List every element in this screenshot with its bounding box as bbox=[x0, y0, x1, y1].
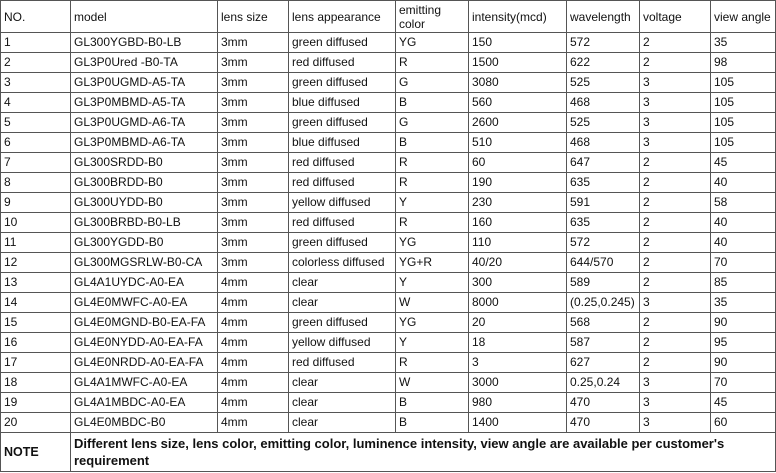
cell-lens-size: 3mm bbox=[218, 233, 289, 253]
cell-intensity: 160 bbox=[469, 213, 567, 233]
cell-lens-size: 3mm bbox=[218, 133, 289, 153]
cell-intensity: 980 bbox=[469, 393, 567, 413]
cell-wavelength: 470 bbox=[567, 393, 640, 413]
cell-lens-appearance: clear bbox=[289, 413, 396, 433]
cell-intensity: 2600 bbox=[469, 113, 567, 133]
cell-model: GL4E0MGND-B0-EA-FA bbox=[71, 313, 218, 333]
cell-intensity: 300 bbox=[469, 273, 567, 293]
cell-lens-appearance: clear bbox=[289, 393, 396, 413]
cell-lens-appearance: green diffused bbox=[289, 113, 396, 133]
cell-emitting-color: B bbox=[396, 413, 469, 433]
cell-emitting-color: Y bbox=[396, 333, 469, 353]
cell-voltage: 3 bbox=[640, 73, 711, 93]
cell-intensity: 20 bbox=[469, 313, 567, 333]
cell-no: 4 bbox=[1, 93, 71, 113]
cell-lens-appearance: yellow diffused bbox=[289, 193, 396, 213]
cell-intensity: 8000 bbox=[469, 293, 567, 313]
cell-intensity: 60 bbox=[469, 153, 567, 173]
cell-lens-appearance: green diffused bbox=[289, 73, 396, 93]
cell-intensity: 510 bbox=[469, 133, 567, 153]
cell-wavelength: 635 bbox=[567, 213, 640, 233]
cell-emitting-color: R bbox=[396, 173, 469, 193]
table-row bbox=[1, 413, 776, 433]
cell-model: GL3P0MBMD-A6-TA bbox=[71, 133, 218, 153]
table-row bbox=[1, 53, 776, 73]
cell-view-angle: 45 bbox=[711, 393, 776, 413]
cell-wavelength: 525 bbox=[567, 113, 640, 133]
note-label: NOTE bbox=[1, 433, 71, 472]
cell-emitting-color: Y bbox=[396, 193, 469, 213]
cell-voltage: 2 bbox=[640, 173, 711, 193]
cell-lens-size: 3mm bbox=[218, 153, 289, 173]
cell-emitting-color: B bbox=[396, 93, 469, 113]
cell-lens-size: 3mm bbox=[218, 213, 289, 233]
cell-wavelength: 647 bbox=[567, 153, 640, 173]
cell-no: 10 bbox=[1, 213, 71, 233]
cell-lens-appearance: blue diffused bbox=[289, 133, 396, 153]
cell-wavelength: 468 bbox=[567, 93, 640, 113]
cell-lens-size: 4mm bbox=[218, 273, 289, 293]
header-emitting-color: emitting color bbox=[396, 1, 469, 33]
cell-view-angle: 45 bbox=[711, 153, 776, 173]
cell-emitting-color: R bbox=[396, 213, 469, 233]
cell-intensity: 560 bbox=[469, 93, 567, 113]
cell-lens-appearance: clear bbox=[289, 293, 396, 313]
cell-emitting-color: YG bbox=[396, 313, 469, 333]
cell-view-angle: 98 bbox=[711, 53, 776, 73]
note-text: Different lens size, lens color, emitting color, luminence intensity, view angle are available per customer's requirement bbox=[71, 433, 776, 472]
cell-voltage: 3 bbox=[640, 113, 711, 133]
cell-intensity: 110 bbox=[469, 233, 567, 253]
table-row bbox=[1, 93, 776, 113]
cell-voltage: 2 bbox=[640, 153, 711, 173]
cell-no: 13 bbox=[1, 273, 71, 293]
cell-view-angle: 95 bbox=[711, 333, 776, 353]
cell-voltage: 2 bbox=[640, 233, 711, 253]
cell-no: 5 bbox=[1, 113, 71, 133]
table-row bbox=[1, 393, 776, 413]
cell-emitting-color: W bbox=[396, 373, 469, 393]
cell-lens-size: 3mm bbox=[218, 193, 289, 213]
cell-no: 17 bbox=[1, 353, 71, 373]
cell-intensity: 3000 bbox=[469, 373, 567, 393]
cell-lens-size: 4mm bbox=[218, 373, 289, 393]
cell-model: GL3P0UGMD-A6-TA bbox=[71, 113, 218, 133]
cell-lens-size: 4mm bbox=[218, 333, 289, 353]
cell-view-angle: 85 bbox=[711, 273, 776, 293]
cell-lens-appearance: green diffused bbox=[289, 33, 396, 53]
cell-emitting-color: B bbox=[396, 133, 469, 153]
cell-lens-size: 3mm bbox=[218, 253, 289, 273]
cell-intensity: 3 bbox=[469, 353, 567, 373]
cell-intensity: 150 bbox=[469, 33, 567, 53]
cell-emitting-color: B bbox=[396, 393, 469, 413]
header-row bbox=[1, 1, 776, 33]
cell-view-angle: 90 bbox=[711, 353, 776, 373]
cell-wavelength: 635 bbox=[567, 173, 640, 193]
cell-model: GL300YGDD-B0 bbox=[71, 233, 218, 253]
table-row bbox=[1, 273, 776, 293]
cell-wavelength: 0.25,0.24 bbox=[567, 373, 640, 393]
cell-wavelength: 627 bbox=[567, 353, 640, 373]
table-row bbox=[1, 133, 776, 153]
cell-intensity: 18 bbox=[469, 333, 567, 353]
cell-voltage: 3 bbox=[640, 133, 711, 153]
cell-emitting-color: YG+R bbox=[396, 253, 469, 273]
header-view-angle: view angle bbox=[711, 1, 776, 33]
cell-voltage: 2 bbox=[640, 193, 711, 213]
table-row bbox=[1, 333, 776, 353]
cell-wavelength: 572 bbox=[567, 33, 640, 53]
cell-voltage: 2 bbox=[640, 273, 711, 293]
cell-voltage: 2 bbox=[640, 333, 711, 353]
table-row bbox=[1, 73, 776, 93]
cell-model: GL3P0Ured -B0-TA bbox=[71, 53, 218, 73]
header-voltage: voltage bbox=[640, 1, 711, 33]
cell-emitting-color: Y bbox=[396, 273, 469, 293]
cell-voltage: 3 bbox=[640, 293, 711, 313]
cell-view-angle: 105 bbox=[711, 93, 776, 113]
cell-emitting-color: YG bbox=[396, 233, 469, 253]
cell-lens-size: 4mm bbox=[218, 293, 289, 313]
cell-model: GL4A1MWFC-A0-EA bbox=[71, 373, 218, 393]
cell-no: 14 bbox=[1, 293, 71, 313]
cell-voltage: 2 bbox=[640, 53, 711, 73]
cell-emitting-color: G bbox=[396, 73, 469, 93]
cell-view-angle: 35 bbox=[711, 33, 776, 53]
cell-lens-size: 3mm bbox=[218, 53, 289, 73]
cell-no: 16 bbox=[1, 333, 71, 353]
cell-no: 8 bbox=[1, 173, 71, 193]
cell-lens-appearance: blue diffused bbox=[289, 93, 396, 113]
cell-wavelength: 470 bbox=[567, 413, 640, 433]
cell-wavelength: 644/570 bbox=[567, 253, 640, 273]
cell-no: 20 bbox=[1, 413, 71, 433]
cell-model: GL300YGBD-B0-LB bbox=[71, 33, 218, 53]
cell-no: 12 bbox=[1, 253, 71, 273]
cell-view-angle: 60 bbox=[711, 413, 776, 433]
cell-model: GL3P0MBMD-A5-TA bbox=[71, 93, 218, 113]
cell-emitting-color: R bbox=[396, 353, 469, 373]
cell-emitting-color: R bbox=[396, 153, 469, 173]
cell-lens-appearance: clear bbox=[289, 373, 396, 393]
cell-lens-appearance: yellow diffused bbox=[289, 333, 396, 353]
cell-model: GL4E0MWFC-A0-EA bbox=[71, 293, 218, 313]
table-row bbox=[1, 233, 776, 253]
cell-model: GL4A1MBDC-A0-EA bbox=[71, 393, 218, 413]
cell-voltage: 2 bbox=[640, 353, 711, 373]
cell-view-angle: 40 bbox=[711, 213, 776, 233]
table-row bbox=[1, 113, 776, 133]
header-lens-size: lens size bbox=[218, 1, 289, 33]
cell-model: GL3P0UGMD-A5-TA bbox=[71, 73, 218, 93]
cell-lens-appearance: red diffused bbox=[289, 173, 396, 193]
cell-model: GL4E0MBDC-B0 bbox=[71, 413, 218, 433]
cell-view-angle: 105 bbox=[711, 133, 776, 153]
cell-intensity: 190 bbox=[469, 173, 567, 193]
cell-voltage: 3 bbox=[640, 373, 711, 393]
table-row bbox=[1, 33, 776, 53]
cell-wavelength: 572 bbox=[567, 233, 640, 253]
cell-wavelength: 591 bbox=[567, 193, 640, 213]
cell-no: 18 bbox=[1, 373, 71, 393]
table-row bbox=[1, 173, 776, 193]
cell-no: 1 bbox=[1, 33, 71, 53]
cell-no: 7 bbox=[1, 153, 71, 173]
cell-emitting-color: YG bbox=[396, 33, 469, 53]
cell-lens-appearance: red diffused bbox=[289, 353, 396, 373]
cell-no: 9 bbox=[1, 193, 71, 213]
cell-lens-size: 3mm bbox=[218, 73, 289, 93]
table-row bbox=[1, 153, 776, 173]
cell-wavelength: 587 bbox=[567, 333, 640, 353]
cell-view-angle: 40 bbox=[711, 233, 776, 253]
cell-view-angle: 40 bbox=[711, 173, 776, 193]
table-row bbox=[1, 213, 776, 233]
cell-voltage: 2 bbox=[640, 33, 711, 53]
table-row bbox=[1, 373, 776, 393]
cell-wavelength: 568 bbox=[567, 313, 640, 333]
cell-no: 6 bbox=[1, 133, 71, 153]
cell-lens-size: 4mm bbox=[218, 353, 289, 373]
cell-intensity: 40/20 bbox=[469, 253, 567, 273]
cell-view-angle: 90 bbox=[711, 313, 776, 333]
cell-no: 2 bbox=[1, 53, 71, 73]
cell-model: GL300BRBD-B0-LB bbox=[71, 213, 218, 233]
cell-voltage: 3 bbox=[640, 413, 711, 433]
cell-intensity: 1400 bbox=[469, 413, 567, 433]
cell-view-angle: 105 bbox=[711, 113, 776, 133]
cell-no: 3 bbox=[1, 73, 71, 93]
table-row bbox=[1, 293, 776, 313]
cell-emitting-color: G bbox=[396, 113, 469, 133]
cell-lens-size: 4mm bbox=[218, 313, 289, 333]
cell-model: GL300MGSRLW-B0-CA bbox=[71, 253, 218, 273]
header-no: NO. bbox=[1, 1, 71, 33]
cell-lens-appearance: red diffused bbox=[289, 213, 396, 233]
cell-voltage: 3 bbox=[640, 93, 711, 113]
cell-wavelength: 622 bbox=[567, 53, 640, 73]
cell-no: 11 bbox=[1, 233, 71, 253]
cell-lens-appearance: colorless diffused bbox=[289, 253, 396, 273]
cell-lens-size: 4mm bbox=[218, 413, 289, 433]
cell-lens-size: 3mm bbox=[218, 173, 289, 193]
header-lens-appearance: lens appearance bbox=[289, 1, 396, 33]
cell-wavelength: 468 bbox=[567, 133, 640, 153]
cell-model: GL4E0NRDD-A0-EA-FA bbox=[71, 353, 218, 373]
cell-wavelength: 525 bbox=[567, 73, 640, 93]
cell-no: 15 bbox=[1, 313, 71, 333]
cell-model: GL300BRDD-B0 bbox=[71, 173, 218, 193]
cell-intensity: 3080 bbox=[469, 73, 567, 93]
cell-no: 19 bbox=[1, 393, 71, 413]
cell-intensity: 1500 bbox=[469, 53, 567, 73]
cell-model: GL4A1UYDC-A0-EA bbox=[71, 273, 218, 293]
cell-lens-appearance: green diffused bbox=[289, 313, 396, 333]
cell-lens-appearance: red diffused bbox=[289, 153, 396, 173]
cell-lens-size: 3mm bbox=[218, 33, 289, 53]
table-row bbox=[1, 193, 776, 213]
cell-lens-size: 3mm bbox=[218, 93, 289, 113]
cell-view-angle: 58 bbox=[711, 193, 776, 213]
table-row bbox=[1, 253, 776, 273]
cell-wavelength: (0.25,0.245) bbox=[567, 293, 640, 313]
cell-voltage: 2 bbox=[640, 313, 711, 333]
cell-intensity: 230 bbox=[469, 193, 567, 213]
header-model: model bbox=[71, 1, 218, 33]
table-body bbox=[1, 33, 776, 433]
cell-view-angle: 105 bbox=[711, 73, 776, 93]
cell-emitting-color: W bbox=[396, 293, 469, 313]
cell-lens-size: 4mm bbox=[218, 393, 289, 413]
cell-voltage: 3 bbox=[640, 393, 711, 413]
cell-voltage: 2 bbox=[640, 213, 711, 233]
header-intensity: intensity(mcd) bbox=[469, 1, 567, 33]
cell-emitting-color: R bbox=[396, 53, 469, 73]
cell-view-angle: 70 bbox=[711, 373, 776, 393]
cell-wavelength: 589 bbox=[567, 273, 640, 293]
table-row bbox=[1, 353, 776, 373]
cell-lens-size: 3mm bbox=[218, 113, 289, 133]
cell-lens-appearance: clear bbox=[289, 273, 396, 293]
cell-model: GL300SRDD-B0 bbox=[71, 153, 218, 173]
header-wavelength: wavelength bbox=[567, 1, 640, 33]
cell-lens-appearance: green diffused bbox=[289, 233, 396, 253]
cell-view-angle: 35 bbox=[711, 293, 776, 313]
cell-model: GL300UYDD-B0 bbox=[71, 193, 218, 213]
cell-model: GL4E0NYDD-A0-EA-FA bbox=[71, 333, 218, 353]
note-row bbox=[1, 433, 776, 472]
cell-lens-appearance: red diffused bbox=[289, 53, 396, 73]
cell-voltage: 2 bbox=[640, 253, 711, 273]
cell-view-angle: 70 bbox=[711, 253, 776, 273]
table-row bbox=[1, 313, 776, 333]
